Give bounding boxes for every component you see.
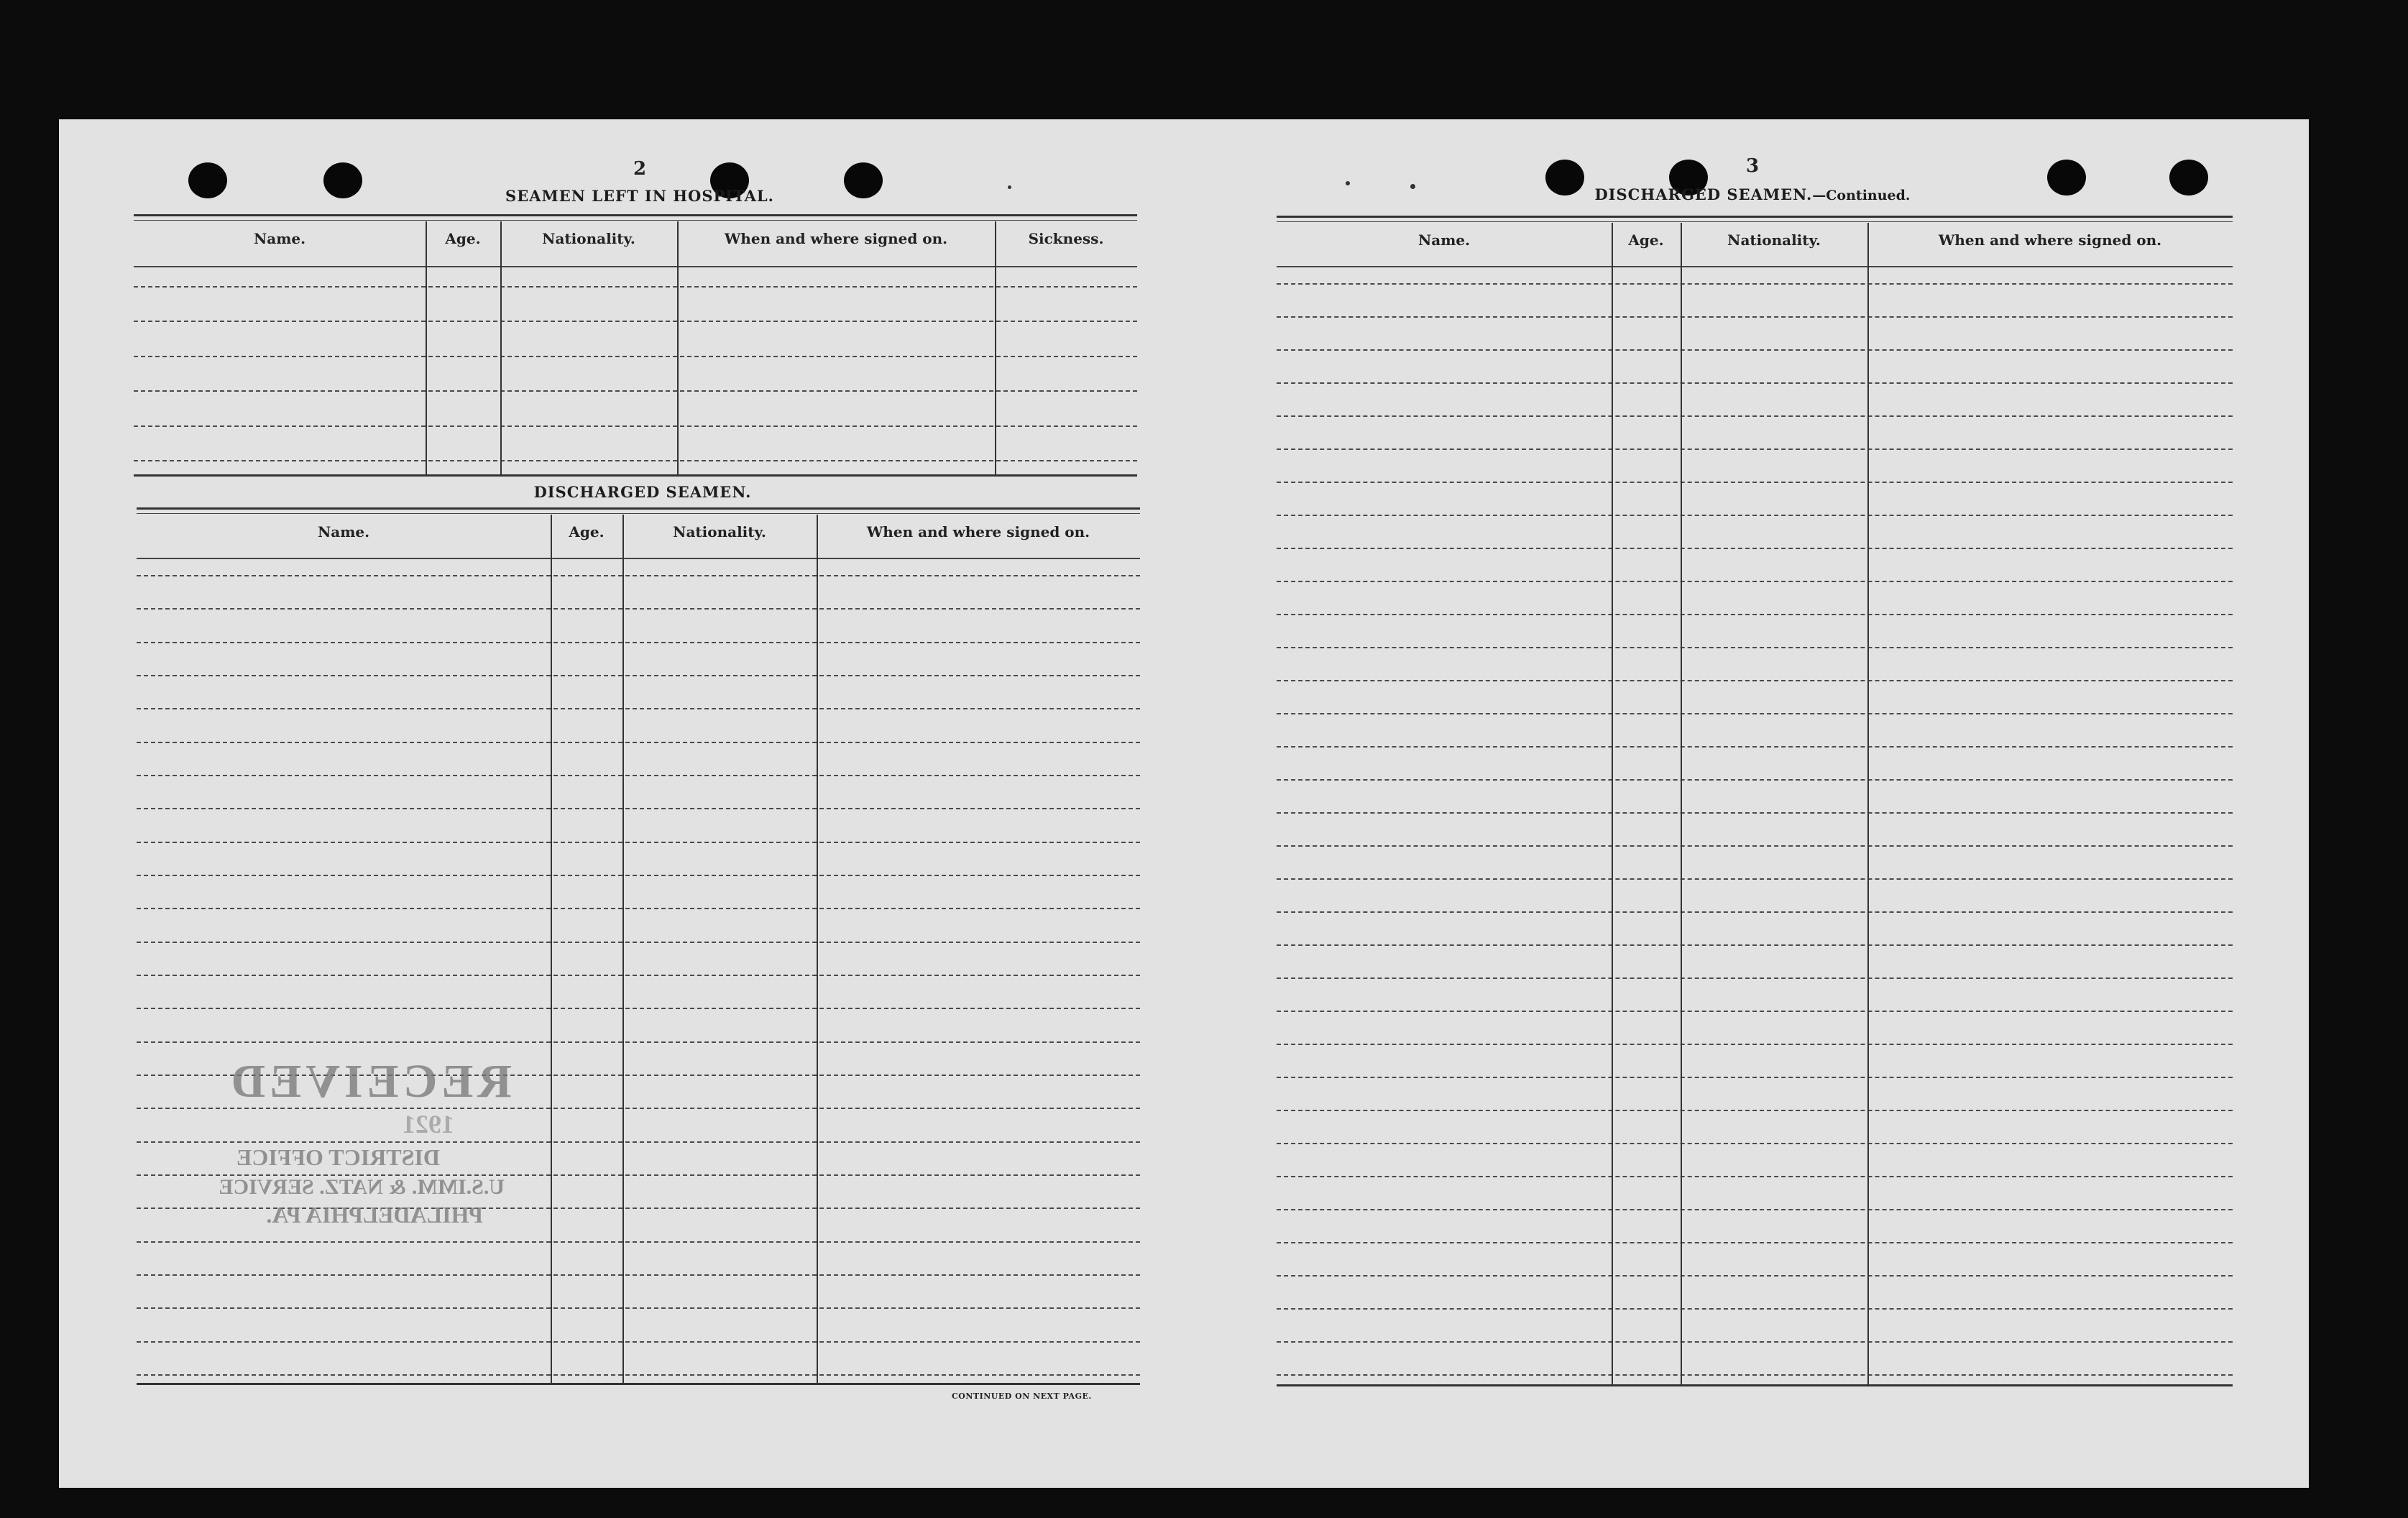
blank-entry-row [134,460,1137,461]
column-divider [426,221,427,474]
blank-entry-row [134,286,1137,288]
column-header: Age. [569,523,605,540]
blank-entry-row [137,908,1140,909]
blank-entry-row [1277,1374,2233,1376]
blank-entry-row [137,708,1140,709]
blank-entry-row [1277,647,2233,648]
column-header: Nationality. [542,230,635,247]
discharged-title-continued: —Continued. [1812,188,1911,203]
blank-entry-row [1277,316,2233,318]
blank-entry-row [137,1008,1140,1009]
blank-entry-row [1277,349,2233,351]
blank-entry-row [137,975,1140,976]
blank-entry-row [1277,978,2233,979]
blank-entry-row [1277,1044,2233,1045]
blank-entry-row [1277,415,2233,417]
blank-entry-row [137,608,1140,610]
blank-entry-row [137,575,1140,576]
column-header: Age. [445,230,481,247]
blank-entry-row [1277,812,2233,814]
blank-entry-row [137,742,1140,743]
column-divider [817,515,818,1383]
discharged-table-right [1277,216,2233,1394]
blank-entry-row [137,642,1140,643]
column-divider [1681,223,1682,1384]
column-header: Nationality. [673,523,766,540]
column-divider [1612,223,1613,1384]
svg-text:1921: 1921 [403,1110,454,1138]
blank-entry-row [1277,746,2233,748]
blank-entry-row [1277,1110,2233,1111]
svg-text:RECEIVED: RECEIVED [226,1055,512,1108]
continued-note: CONTINUED ON NEXT PAGE. [952,1392,1092,1401]
page-number-left: 2 [633,158,647,180]
hospital-section-title: SEAMEN LEFT IN HOSPITAL. [505,187,774,205]
blank-entry-row [137,1041,1140,1043]
blank-entry-row [137,1241,1140,1243]
punch-hole [844,162,883,198]
blank-entry-row [1277,283,2233,285]
ink-speck [1008,185,1011,189]
column-header: Nationality. [1727,231,1821,249]
svg-text:PHILADELPHIA PA.: PHILADELPHIA PA. [266,1202,483,1228]
blank-entry-row [137,1374,1140,1376]
blank-entry-row [1277,878,2233,880]
blank-entry-row [1277,1176,2233,1177]
blank-entry-row [1277,1143,2233,1144]
column-header: When and where signed on. [1938,231,2162,249]
ink-speck [1346,181,1350,185]
blank-entry-row [137,1274,1140,1276]
document-sheet [59,119,2309,1488]
blank-entry-row [137,1307,1140,1309]
blank-entry-row [137,808,1140,809]
punch-hole [1545,160,1584,196]
punch-hole [2169,160,2208,196]
blank-entry-row [1277,1275,2233,1276]
column-header: Name. [1417,231,1471,249]
blank-entry-row [1277,581,2233,582]
column-header: Age. [1628,231,1664,249]
blank-entry-row [1277,1308,2233,1310]
blank-entry-row [137,842,1140,843]
column-divider [1867,223,1869,1384]
ink-speck [1410,184,1415,189]
discharged-section-title: DISCHARGED SEAMEN. [533,483,752,501]
blank-entry-row [1277,713,2233,714]
column-header: Name. [317,523,370,540]
blank-entry-row [1277,1341,2233,1343]
blank-entry-row [1277,845,2233,847]
blank-entry-row [137,775,1140,776]
blank-entry-row [1277,382,2233,384]
column-divider [551,515,552,1383]
blank-entry-row [1277,482,2233,483]
column-header: When and where signed on. [866,523,1090,540]
blank-entry-row [137,875,1140,876]
blank-entry-row [1277,614,2233,615]
discharged-title-main: DISCHARGED SEAMEN. [1594,185,1813,203]
column-header: Name. [253,230,306,247]
blank-entry-row [1277,944,2233,946]
column-divider [622,515,624,1383]
punch-hole [2047,160,2086,196]
blank-entry-row [137,942,1140,943]
blank-entry-row [134,356,1137,357]
blank-entry-row [1277,779,2233,781]
discharged-table-left [137,507,1140,1506]
blank-entry-row [1277,1209,2233,1210]
column-divider [500,221,502,474]
received-stamp [152,1046,526,1233]
column-header: Sickness. [1028,230,1104,247]
blank-entry-row [134,426,1137,427]
punch-hole [188,162,227,198]
blank-entry-row [1277,448,2233,450]
blank-entry-row [1277,548,2233,549]
blank-entry-row [1277,911,2233,913]
blank-entry-row [1277,1011,2233,1012]
column-divider [995,221,996,474]
blank-entry-row [137,675,1140,676]
column-header: When and where signed on. [724,230,948,247]
punch-hole [323,162,362,198]
svg-text:U.S.IMM. & NATZ. SERVICE: U.S.IMM. & NATZ. SERVICE [219,1175,505,1199]
blank-entry-row [1277,1242,2233,1243]
blank-entry-row [134,321,1137,322]
svg-text:DISTRICT OFFICE: DISTRICT OFFICE [236,1144,440,1170]
discharged-continued-title [1594,185,1910,203]
column-divider [677,221,679,474]
blank-entry-row [134,390,1137,392]
blank-entry-row [1277,1077,2233,1078]
blank-entry-row [1277,515,2233,516]
blank-entry-row [137,1341,1140,1343]
blank-entry-row [1277,680,2233,681]
page-number-right: 3 [1745,155,1760,177]
